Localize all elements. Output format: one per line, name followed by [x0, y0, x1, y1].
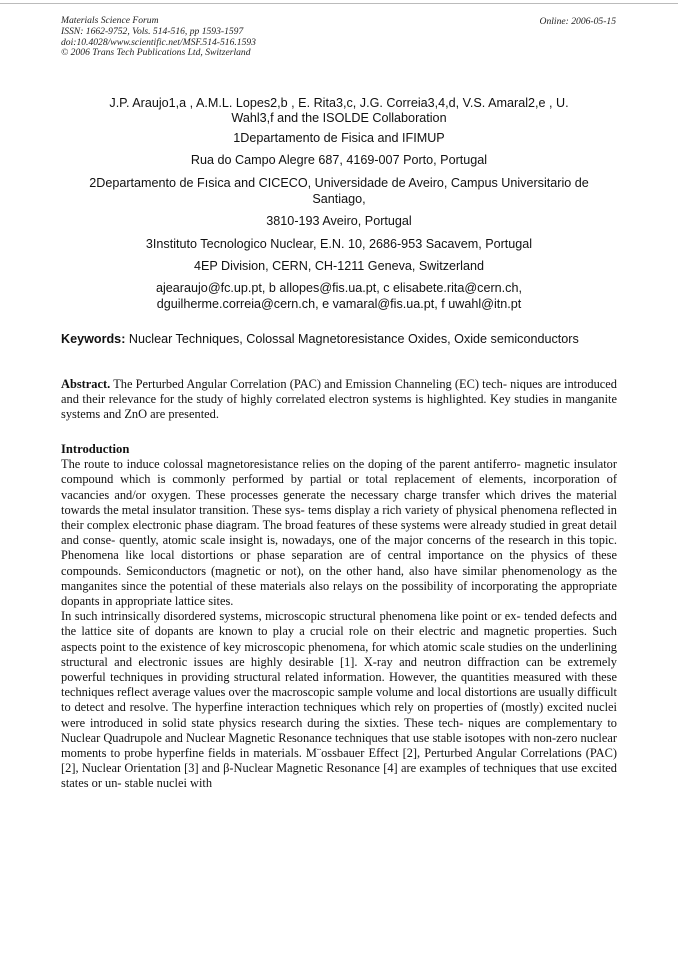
affiliation-2-line-1: 2Departamento de Fısica and CICECO, Universidade de Aveiro, Campus Universitario de: [89, 176, 589, 190]
affiliation-3: 3Instituto Tecnologico Nuclear, E.N. 10, 2686-953 Sacavem, Portugal: [145, 237, 533, 251]
emails-line-1[interactable]: ajearaujo@fc.up.pt, b allopes@fis.ua.pt, c elisabete.rita@cern.ch,: [156, 281, 522, 295]
affiliation-1-line-2: Rua do Campo Alegre 687, 4169-007 Porto, Portugal: [190, 153, 488, 167]
online-date: Online: 2006-05-15: [539, 16, 616, 27]
emails-line-2[interactable]: dguilherme.correia@cern.ch, e vamaral@fis.ua.pt, f uwahl@itn.pt: [156, 297, 522, 311]
introduction-heading: Introduction: [61, 442, 130, 456]
affiliation-2-line-3: 3810-193 Aveiro, Portugal: [266, 214, 412, 228]
affiliation-4: 4EP Division, CERN, CH-1211 Geneva, Switzerland: [193, 259, 484, 273]
abstract-label: Abstract.: [61, 377, 111, 391]
introduction-paragraph-1: The route to induce colossal magnetoresistance relies on the doping of the parent antiferro- magnetic insulator compound which is commonly performed by partial or total replacement of elements, incorporation of vacancies and/or oxygen. These processes generate the necessary charge transfer which drives the material towards the metal insulator transition. These sys- tems display a rich variety of physical phenomena reflected in their complex electronic phase diagram. The broad features of these systems were already studied in great detail and conse- quently, atomic scale insight is, nowadays, one of the major concerns of the research in this topic. Phenomena like local distortions or phase separation are of central importance on the physics of these compounds. Semiconductors (magnetic or not), on the other hand, also have similar phenomenology as the manganites since the potential of these materials also relays on the possibility of incorporating the appropriate dopants in appropriate lattice sites.: [61, 457, 617, 609]
abstract-text: The Perturbed Angular Correlation (PAC) and Emission Channeling (EC) tech- niques are introduced and their relevance for the study of highly correlated electron systems is highlighted. Key studies in manganite systems and ZnO are presented.: [61, 377, 617, 422]
journal-header: [61, 16, 256, 59]
authors-line-1: J.P. Araujo1,a , A.M.L. Lopes2,b , E. Rita3,c, J.G. Correia3,4,d, V.S. Amaral2,e , U.: [109, 96, 569, 110]
top-rule: [0, 3, 678, 4]
abstract-block: [61, 377, 617, 423]
issn-line: ISSN: 1662-9752, Vols. 514-516, pp 1593-1597: [61, 25, 244, 37]
affiliation-2-line-2: Santiago,: [312, 192, 366, 206]
introduction-paragraph-2: In such intrinsically disordered systems, microscopic structural phenomena like point or ex- tended defects and the lattice site of dopants are known to play a crucial role on their electric and magnetic properties. Such aspects point to the existence of key microscopic phenomena, for which atomic scale studies on the underlining structural and electronic issues are highly desirable [1]. X-ray and neutron diffraction can be extremely powerful techniques in providing structural related information. However, the quantities measured with these techniques reflect average values over the macroscopic sample volume and local distortions are usually difficult to detect and resolve. The hyperfine interaction techniques which rely on properties of (mostly) excited nuclei were introduced in solid state physics research during the sixties. These tech- niques are complementary to Nuclear Quadrupole and Nuclear Magnetic Resonance techniques that use stable isotopes with non-zero nuclear moments to probe hyperfine fields in materials. M¨ossbauer Effect [2], Perturbed Angular Correlations (PAC) [2], Nuclear Orientation [3] and β-Nuclear Magnetic Resonance [4] are examples of techniques that use excited states or un- stable nuclei with: [61, 609, 617, 791]
copyright-line: © 2006 Trans Tech Publications Ltd, Switzerland: [61, 47, 251, 59]
keywords-text: Nuclear Techniques, Colossal Magnetoresistance Oxides, Oxide semiconductors: [125, 332, 579, 346]
doi-line[interactable]: doi:10.4028/www.scientific.net/MSF.514-516.1593: [61, 36, 256, 48]
authors-line-2: Wahl3,f and the ISOLDE Collaboration: [231, 111, 447, 125]
journal-name: Materials Science Forum: [61, 15, 159, 26]
keywords-label: Keywords:: [61, 332, 126, 346]
affiliation-1-line-1: 1Departamento de Fisica and IFIMUP: [233, 131, 445, 145]
introduction-section: [61, 442, 617, 792]
keywords-block: [61, 332, 617, 348]
